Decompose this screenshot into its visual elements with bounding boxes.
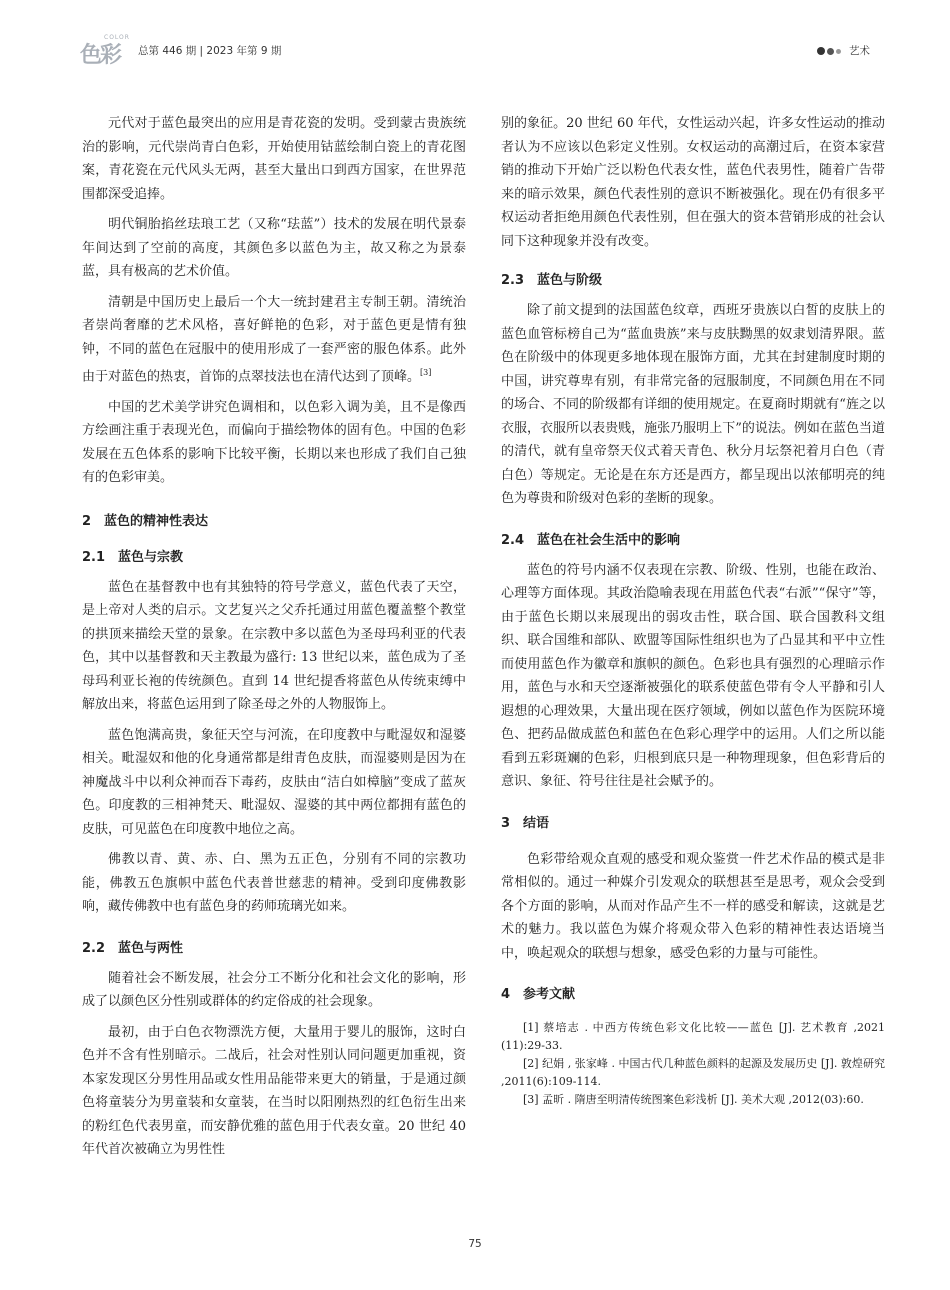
- section-tag: [817, 43, 870, 58]
- paragraph: 蓝色饱满高贵，象征天空与河流，在印度教中与毗湿奴和湿婆相关。毗湿奴和他的化身通常都是绀青色皮肤，而湿婆则是因为在神魔战斗中以利众神而吞下毒药，皮肤由“洁白如樟脑”变成了蓝灰色。印度教的三相神梵天、毗湿奴、湿婆的其中两位都拥有蓝色的皮肤，可见蓝色在印度教中地位之高。: [82, 727, 466, 837]
- journal-logo: [80, 34, 132, 68]
- section-heading-2: 2 蓝色的精神性表达: [82, 513, 209, 529]
- paragraph: 最初，由于白色衣物漂洗方便，大量用于婴儿的服饰，这时白色并不含有性别暗示。二战后，社会对性别认同问题更加重视，资本家发现区分男性用品或女性用品能带来更大的销量，于是通过颜色将童装分为男童装和女童装，在当时以阳刚热烈的红色衍生出来的粉红色代表男童，而安静优雅的蓝色用于代表女童。20 世纪 40 年代首次被确立为男性性: [82, 1024, 466, 1158]
- right-column: [501, 112, 885, 1109]
- subsection-heading-2-3: 2.3 蓝色与阶级: [501, 273, 603, 288]
- paragraph: 元代对于蓝色最突出的应用是青花瓷的发明。受到蒙古贵族统治的影响，元代崇尚青白色彩，开始使用钴蓝绘制白瓷上的青花图案，青花瓷在元代风头无两，甚至大量出口到西方国家，在世界范围都深受追捧。: [82, 116, 466, 202]
- logo-text: 色彩: [80, 43, 121, 68]
- paragraph: 随着社会不断发展，社会分工不断分化和社会文化的影响，形成了以颜色区分性别或群体的约定俗成的社会现象。: [82, 970, 466, 1010]
- paragraph: 色彩带给观众直观的感受和观众鉴赏一件艺术作品的模式是非常相似的。通过一种媒介引发观众的联想甚至是思考，观众会受到各个方面的影响，从而对作品产生不一样的感受和解读，这就是艺术的魅力。我以蓝色为媒介将观众带入色彩的精神性表达语境当中，唤起观众的联想与想象，感受色彩的力量与可能性。: [501, 851, 885, 961]
- reference-item: [3] 孟昕 . 隋唐至明清传统图案色彩浅析 [J]. 美术大观 ,2012(03):60.: [523, 1093, 864, 1106]
- paragraph: 佛教以青、黄、赤、白、黑为五正色，分别有不同的宗教功能，佛教五色旗帜中蓝色代表普世慈悲的精神。受到印度佛教影响，藏传佛教中也有蓝色身的药师琉璃光如来。: [82, 852, 466, 915]
- page-header: [80, 36, 870, 66]
- paragraph: 除了前文提到的法国蓝色纹章，西班牙贵族以白皙的皮肤上的蓝色血管标榜自己为“蓝血贵族”来与皮肤黝黑的奴隶划清界限。蓝色在阶级中的体现更多地体现在服饰方面，尤其在封建制度时期的中国，讲究尊卑有别，有非常完备的冠服制度，不同颜色用在不同的场合、不同的阶级都有详细的使用规定。在夏商时期就有“旌之以衣服，衣服所以表贵贱，施张乃服明上下”的说法。例如在蓝色当道的清代，就有皇帝祭天仪式着天青色、秋分月坛祭祀着月白色（青白色）等规定。无论是在东方还是西方，都呈现出以浓郁明亮的纯色为尊贵和阶级对色彩的垄断的现象。: [501, 303, 885, 506]
- reference-item: [1] 蔡培志 . 中西方传统色彩文化比较——蓝色 [J]. 艺术教育 ,2021 (11):29-33.: [501, 1021, 885, 1052]
- section-heading-4: 4 参考文献: [501, 987, 576, 1002]
- paragraph: 蓝色的符号内涵不仅表现在宗教、阶级、性别，也能在政治、心理等方面体现。其政治隐喻表现在用蓝色代表“右派”“保守”等，由于蓝色长期以来展现出的弱攻击性，联合国、联合国教科文组织、联合国维和部队、欧盟等国际性组织也为了凸显其和平中立性而使用蓝色作为徽章和旗帜的颜色。色彩也具有强烈的心理暗示作用，蓝色与水和天空逐渐被强化的联系使蓝色带有令人平静和引人遐想的心理效果，大量出现在医疗领域，例如以蓝色作为医院环境色、把药品做成蓝色和蓝色在色彩心理学中的运用。人们之所以能看到五彩斑斓的色彩，归根到底只是一种物理现象，但色彩背后的意识、象征、符号往往是社会赋予的。: [501, 562, 885, 789]
- paragraph: 明代铜胎掐丝珐琅工艺（又称“珐蓝”）技术的发展在明代景泰年间达到了空前的高度，其颜色多以蓝色为主，故又称之为景泰蓝，具有极高的艺术价值。: [82, 217, 466, 279]
- issue-info: 总第 446 期 | 2023 年第 9 期: [138, 45, 282, 57]
- section-heading-3: 3 结语: [501, 815, 550, 831]
- citation-3: [3]: [420, 368, 432, 377]
- paragraph: 别的象征。20 世纪 60 年代，女性运动兴起，许多女性运动的推动者认为不应该以色彩定义性别。女权运动的高潮过后，在资本家营销的推动下开始广泛以粉色代表女性，蓝色代表男性，随着广告带来的暗示效果，颜色代表性别的意识不断被强化。现在仍有很多平权运动者拒绝用颜色代表性别，但在强大的资本营销形成的社会认同下这种现象并没有改变。: [501, 116, 885, 249]
- reference-list: [501, 1019, 885, 1109]
- paragraph: 中国的艺术美学讲究色调相和，以色彩入调为美，且不是像西方绘画注重于表现光色，而偏向于描绘物体的固有色。中国的色彩发展在五色体系的影响下比较平衡，长期以来也形成了我们自己独有的色彩审美。: [82, 399, 466, 486]
- logo-subtext: COLOR: [104, 34, 130, 41]
- dots-icon: [817, 45, 843, 57]
- subsection-heading-2-2: 2.2 蓝色与两性: [82, 940, 184, 956]
- page-number: 75: [468, 1238, 482, 1250]
- reference-item: [2] 纪娟 , 张家峰 . 中国古代几种蓝色颜料的起源及发展历史 [J]. 敦煌研究 ,2011(6):109-114.: [501, 1057, 885, 1088]
- subsection-heading-2-1: 2.1 蓝色与宗教: [82, 549, 184, 565]
- left-column: [82, 112, 466, 1162]
- paragraph: 蓝色在基督教中也有其独特的符号学意义，蓝色代表了天空，是上帝对人类的启示。文艺复兴之父乔托通过用蓝色覆盖整个教堂的拱顶来描绘天堂的景象。在宗教中多以蓝色为圣母玛利亚的代表色，其中以基督教和天主教最为盛行: 13 世纪以来，蓝色成为了圣母玛利亚长袍的传统颜色。直到 14 世纪提香将蓝色从传统束缚中解放出来，将蓝色运用到了除圣母之外的人物服饰上。: [82, 579, 466, 713]
- section-label: 艺术: [849, 45, 870, 57]
- paragraph-text: 清朝是中国历史上最后一个大一统封建君主专制王朝。清统治者崇尚奢靡的艺术风格，喜好鲜艳的色彩，对于蓝色更是情有独钟，不同的蓝色在冠服中的使用形成了一套严密的服色体系。此外由于对蓝色的热衷，首饰的点翠技法也在清代达到了顶峰。: [82, 294, 466, 385]
- paragraph: [82, 291, 466, 389]
- subsection-heading-2-4: 2.4 蓝色在社会生活中的影响: [501, 532, 681, 548]
